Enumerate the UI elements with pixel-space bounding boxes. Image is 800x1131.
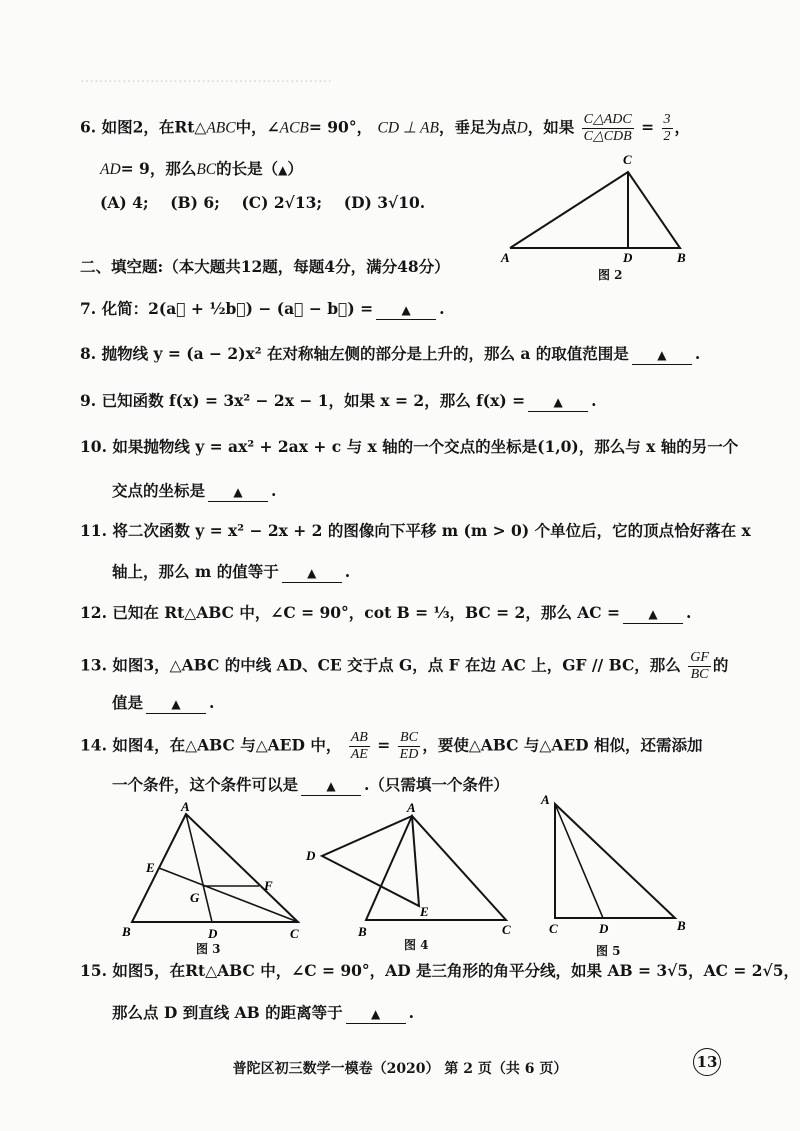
figure-4 (300, 800, 525, 940)
label-d: D (599, 921, 609, 936)
option-c: (C) 2√13; (241, 193, 323, 212)
question-6-line-1: 6. 如图2，在Rt△ABC中，∠ACB= 90°， CD ⊥ AB，垂足为点D，如果 $\frac{\text{C△ADC}}{\text{C△CDB}}$ = $\frac{3}{2}$ ， (80, 112, 691, 144)
label-c: C (502, 922, 511, 937)
question-15-line-1: 15. 如图5，在Rt△ABC 中，∠C = 90°，AD 是三角形的角平分线，如果 AB = 3√5，AC = 2√5， (80, 961, 800, 980)
ratio-fraction: $\frac{3}{2}$ (663, 112, 671, 144)
question-8: 8. 抛物线 y = (a − 2)x² 在对称轴左侧的部分是上升的，那么 a 的取值范围是 ▲ . (80, 344, 701, 363)
question-11-line-1: 11. 将二次函数 y = x² − 2x + 2 的图像向下平移 m (m > 0) 个单位后，它的顶点恰好落在 x (80, 521, 751, 540)
figure-3 (118, 800, 308, 950)
label-d: D (623, 250, 633, 265)
figure-2-caption: 图 2 (598, 268, 623, 282)
label-c: C (549, 921, 558, 936)
page-number-badge: 13 (693, 1048, 721, 1076)
label-c: C (623, 152, 632, 167)
label-e: E (420, 904, 429, 919)
figure-2 (495, 150, 695, 285)
label-a: A (407, 800, 416, 815)
bisector-ad (555, 804, 603, 918)
label-b: B (122, 924, 131, 939)
ab-ae-fraction: $\frac{AB}{AE}$ (350, 730, 368, 762)
question-9: 9. 已知函数 f(x) = 3x² − 2x − 1，如果 x = 2，那么 f(x) = ▲ . (80, 391, 597, 410)
question-11-line-2: 轴上，那么 m 的值等于 ▲ . (112, 562, 351, 581)
option-b: (B) 6; (170, 193, 220, 212)
median-ad (186, 814, 212, 922)
question-6-options (100, 194, 425, 213)
question-14-line-2: 一个条件，这个条件可以是 ▲ .（只需填一个条件） (112, 775, 509, 794)
label-f: F (264, 878, 273, 893)
triangle-abc (132, 814, 298, 922)
question-13-line-1: 13. 如图3，△ABC 的中线 AD、CE 交于点 G，点 F 在边 AC 上，GF // BC，那么 $\frac{GF}{BC}$ 的 (80, 650, 729, 682)
question-7: 7. 化简：2(a⃗ + ½b⃗) − (a⃗ − b⃗) = ▲ . (80, 299, 445, 318)
question-10-line-2: 交点的坐标是 ▲ . (112, 481, 277, 500)
label-d: D (208, 926, 218, 941)
question-12: 12. 已知在 Rt△ABC 中，∠C = 90°，cot B = ⅓，BC = 2，那么 AC = ▲ . (80, 603, 692, 622)
bleed-through: ……………………………………………… (80, 70, 332, 86)
label-b: B (677, 918, 686, 933)
figure-3-caption: 图 3 (196, 942, 221, 956)
label-c: C (290, 926, 299, 941)
section-2-heading: 二、填空题:（本大题共12题，每题4分，满分48分） (80, 257, 450, 276)
question-14-line-1: 14. 如图4，在△ABC 与△AED 中， $\frac{AB}{AE}$ = $\frac{BC}{ED}$ ，要使△ABC 与△AED 相似，还需添加 (80, 730, 703, 762)
label-b: B (358, 924, 367, 939)
question-10-line-1: 10. 如果抛物线 y = ax² + 2ax + c 与 x 轴的一个交点的坐标是(1,0)，那么与 x 轴的另一个 (80, 437, 739, 456)
label-a: A (501, 250, 510, 265)
label-d: D (306, 848, 316, 863)
label-g: G (190, 890, 200, 905)
question-6-line-2: AD= 9，那么BC的长是（▲） (100, 159, 303, 178)
label-e: E (146, 860, 155, 875)
page-footer: 普陀区初三数学一模卷（2020） 第 2 页（共 6 页） (232, 1061, 568, 1077)
question-15-line-2: 那么点 D 到直线 AB 的距离等于 ▲ . (112, 1003, 415, 1022)
option-a: (A) 4; (100, 193, 149, 212)
triangle-abc (366, 816, 506, 920)
question-13-line-2: 值是 ▲ . (112, 693, 215, 712)
triangle-aed (322, 816, 419, 906)
triangle-abc (555, 804, 675, 918)
label-a: A (541, 792, 550, 807)
figure-5-caption: 图 5 (596, 944, 621, 958)
label-a: A (181, 800, 190, 814)
figure-4-caption: 图 4 (404, 938, 429, 952)
option-d: (D) 3√10. (343, 193, 426, 212)
bc-ed-fraction: $\frac{BC}{ED}$ (399, 730, 419, 762)
label-b: B (677, 250, 686, 265)
triangle-abc (510, 172, 680, 248)
figure-5 (535, 790, 695, 940)
median-ce (159, 868, 298, 922)
perimeter-ratio-fraction: $\frac{\text{C△ADC}}{\text{C△CDB}}$ (583, 112, 632, 144)
gf-bc-fraction: $\frac{GF}{BC}$ (690, 650, 709, 682)
